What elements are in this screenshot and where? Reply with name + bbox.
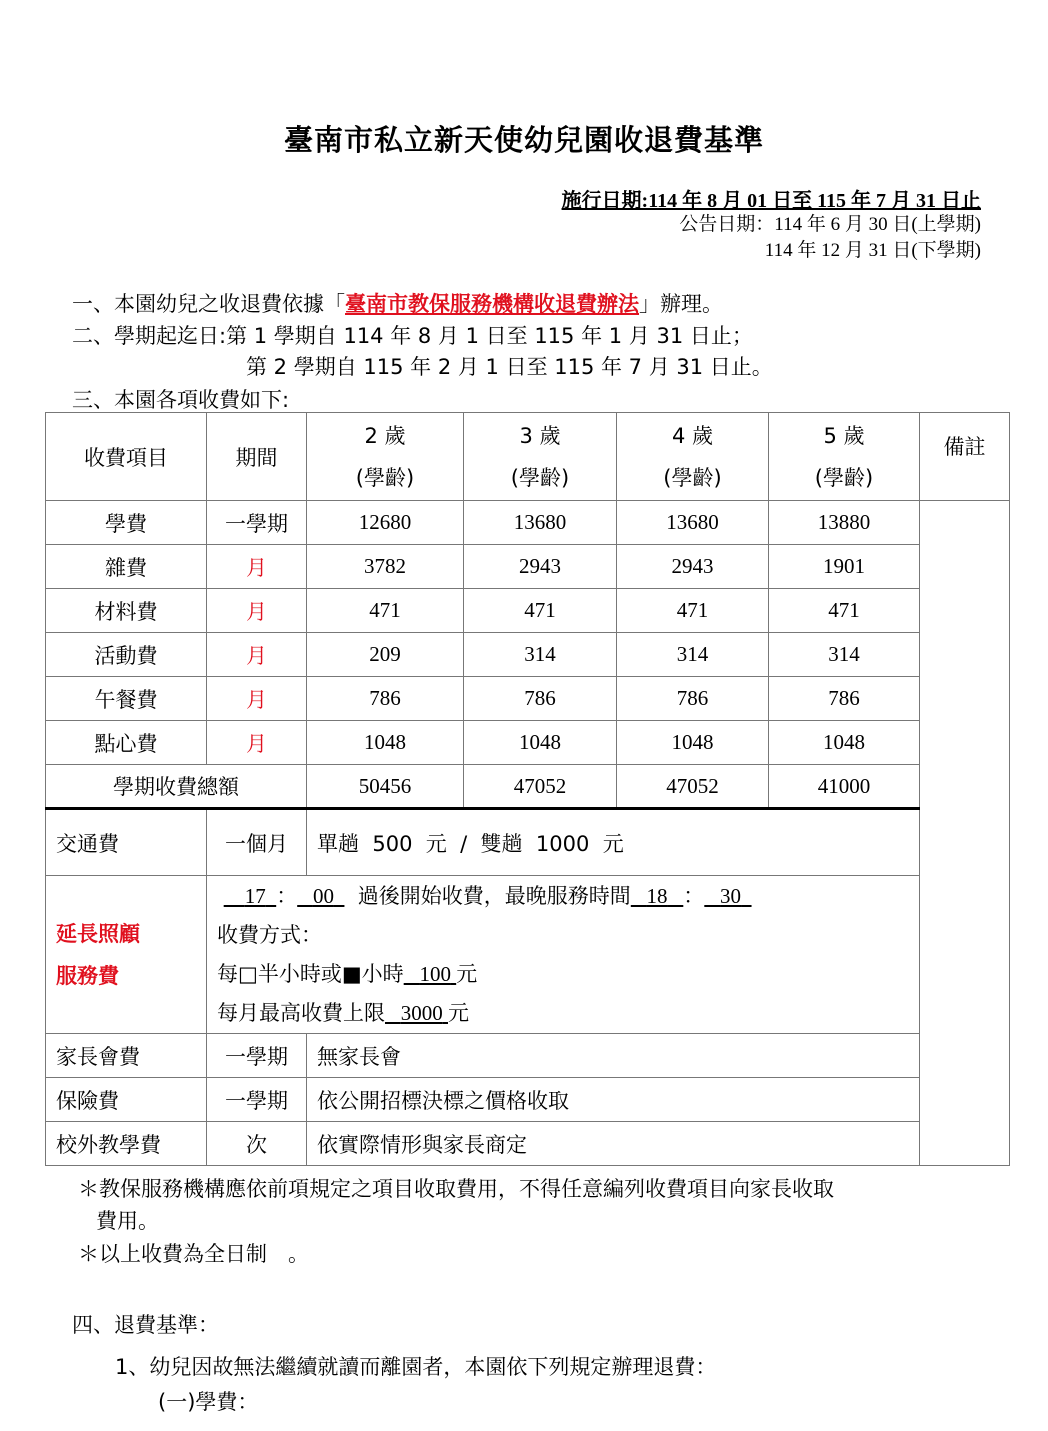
row-value: 12680: [307, 501, 464, 545]
row-period: 一學期: [207, 501, 307, 545]
section-4-heading: 四、退費基準：: [72, 1313, 219, 1337]
extended-care-desc: 17 ： 00 過後開始收費，最晚服務時間 18 ： 30 收費方式： 每□半小時或■小時 100 元 每月最高收費上限 3000 元: [207, 876, 920, 1034]
table-row: [46, 721, 1010, 765]
row-value: 471: [307, 589, 464, 633]
row-value: 471: [464, 589, 617, 633]
header-item: 收費項目: [46, 413, 207, 501]
row-value: 3782: [307, 545, 464, 589]
row-period: 月: [207, 545, 307, 589]
note-1-line-1: ＊教保服務機構應依前項規定之項目收取費用，不得任意編列收費項目向家長收取: [78, 1177, 834, 1201]
section-3-heading: 三、本園各項收費如下:: [72, 388, 290, 412]
section-4-item-1: 1、幼兒因故無法繼續就讀而離園者，本園依下列規定辦理退費：: [115, 1355, 717, 1379]
table-row: [46, 633, 1010, 677]
effective-date: 施行日期:114 年 8 月 01 日至 115 年 7 月 31 日止: [561, 190, 981, 212]
extended-care-row: [46, 876, 1010, 1034]
insurance-item: 保險費: [46, 1078, 207, 1122]
table-header-row: [46, 413, 1010, 501]
table-row: [46, 589, 1010, 633]
row-period: 月: [207, 677, 307, 721]
table-row: [46, 545, 1010, 589]
total-label: 學期收費總額: [46, 765, 307, 809]
total-row: [46, 765, 1010, 809]
field-trip-period: 次: [207, 1122, 307, 1166]
row-value: 13680: [617, 501, 769, 545]
row-value: 786: [307, 677, 464, 721]
row-value: 13880: [769, 501, 920, 545]
row-item: 雜費: [46, 545, 207, 589]
row-period: 月: [207, 721, 307, 765]
header-age-3: 3 歲 (學齡): [464, 413, 617, 501]
field-trip-desc: 依實際情形與家長商定: [307, 1122, 920, 1166]
row-item: 點心費: [46, 721, 207, 765]
row-value: 314: [464, 633, 617, 677]
row-value: 13680: [464, 501, 617, 545]
row-period: 月: [207, 589, 307, 633]
parent-fee-period: 一學期: [207, 1034, 307, 1078]
fee-table: [45, 412, 1010, 1166]
insurance-period: 一學期: [207, 1078, 307, 1122]
header-age-5: 5 歲 (學齡): [769, 413, 920, 501]
header-period: 期間: [207, 413, 307, 501]
insurance-row: [46, 1078, 1010, 1122]
announce-date-second: 114 年 12 月 31 日(下學期): [764, 240, 981, 261]
note-1-line-2: 費用。: [96, 1209, 159, 1233]
section-1-suffix: 」辦理。: [639, 292, 723, 316]
row-value: 786: [464, 677, 617, 721]
header-remarks: 備註: [920, 413, 1010, 501]
transport-desc: 單趟 500 元 / 雙趟 1000 元: [307, 809, 920, 876]
document-title: 臺南市私立新天使幼兒園收退費基準: [283, 123, 764, 157]
section-4-item-1-a: (一)學費：: [158, 1390, 259, 1414]
row-value: 314: [617, 633, 769, 677]
transport-row: [46, 809, 1010, 876]
remarks-cell: [920, 501, 1010, 1166]
field-trip-item: 校外教學費: [46, 1122, 207, 1166]
row-item: 學費: [46, 501, 207, 545]
insurance-desc: 依公開招標決標之價格收取: [307, 1078, 920, 1122]
row-value: 2943: [617, 545, 769, 589]
extended-care-label: 延長照顧 服務費: [46, 876, 207, 1034]
table-row: [46, 501, 1010, 545]
announce-date-first: 公告日期：114 年 6 月 30 日(上學期): [679, 214, 981, 235]
row-value: 1048: [769, 721, 920, 765]
parent-fee-desc: 無家長會: [307, 1034, 920, 1078]
row-value: 1048: [464, 721, 617, 765]
field-trip-row: [46, 1122, 1010, 1166]
total-value: 41000: [769, 765, 920, 809]
section-1-prefix: 一、本園幼兒之收退費依據「: [72, 292, 345, 316]
parent-fee-item: 家長會費: [46, 1034, 207, 1078]
row-value: 786: [617, 677, 769, 721]
transport-period: 一個月: [207, 809, 307, 876]
section-2-line-1: 二、學期起迄日:第 1 學期自 114 年 8 月 1 日至 115 年 1 月 31 日止；: [72, 324, 753, 348]
total-value: 50456: [307, 765, 464, 809]
row-item: 活動費: [46, 633, 207, 677]
row-value: 471: [769, 589, 920, 633]
total-value: 47052: [464, 765, 617, 809]
row-value: 2943: [464, 545, 617, 589]
row-value: 1048: [307, 721, 464, 765]
row-item: 材料費: [46, 589, 207, 633]
row-value: 471: [617, 589, 769, 633]
regulation-link[interactable]: 臺南市教保服務機構收退費辦法: [345, 292, 639, 316]
header-age-2: 2 歲 (學齡): [307, 413, 464, 501]
section-2-line-2: 第 2 學期自 115 年 2 月 1 日至 115 年 7 月 31 日止。: [246, 355, 773, 379]
row-value: 209: [307, 633, 464, 677]
row-value: 1901: [769, 545, 920, 589]
row-period: 月: [207, 633, 307, 677]
header-age-4: 4 歲 (學齡): [617, 413, 769, 501]
transport-item: 交通費: [46, 809, 207, 876]
section-1: [72, 288, 723, 318]
note-2: ＊以上收費為全日制 。: [78, 1242, 309, 1266]
table-row: [46, 677, 1010, 721]
parent-fee-row: [46, 1034, 1010, 1078]
row-item: 午餐費: [46, 677, 207, 721]
row-value: 314: [769, 633, 920, 677]
row-value: 786: [769, 677, 920, 721]
row-value: 1048: [617, 721, 769, 765]
total-value: 47052: [617, 765, 769, 809]
